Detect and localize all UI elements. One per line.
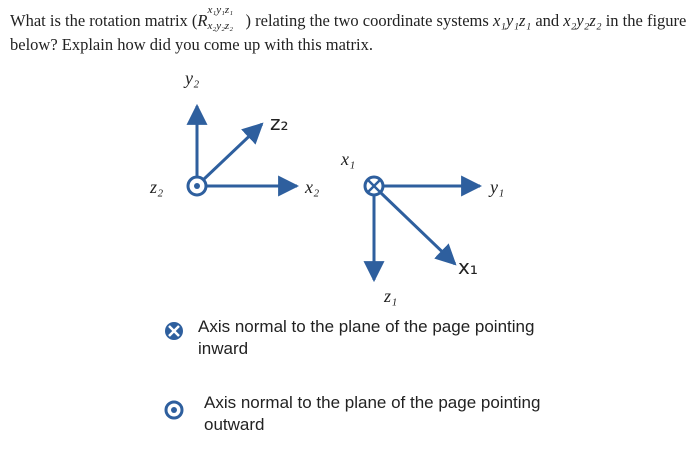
y2-label: y₂ — [185, 68, 200, 88]
question-part2: ) relating the two coordinate systems — [245, 11, 493, 30]
z2-diagonal-axis — [203, 124, 262, 180]
x1-top-label: x₁ — [341, 149, 356, 169]
rotation-superscript: x₁y₁z₁ — [207, 4, 234, 16]
x2-label: x₂ — [305, 177, 320, 197]
z1-label: z₁ — [384, 286, 398, 306]
legend-inward-icon — [165, 322, 183, 340]
system-2-name: x₂y₂z₂ — [563, 11, 602, 30]
question-part3: in the figure below? Explain how did you come up with this matrix. — [10, 11, 687, 54]
z2-diagonal-label: z₂ — [270, 111, 289, 135]
x1-diagonal-axis — [381, 193, 455, 264]
rotation-subscript: x₂y₂z₂ — [207, 20, 234, 32]
rotation-symbol: R — [197, 11, 208, 30]
legend-inward-text: Axis normal to the plane of the page pointing inward — [198, 317, 535, 358]
legend-outward-text: Axis normal to the plane of the page pointing outward — [204, 393, 541, 434]
x1-diagonal-label: x₁ — [458, 255, 478, 279]
system-1-name: x₁y₁z₁ — [492, 11, 532, 30]
y1-label: y₁ — [490, 177, 505, 197]
frame-2 — [149, 68, 319, 197]
frame-1 — [340, 149, 504, 306]
z2-label: z₂ — [150, 177, 164, 197]
question-part1: What is the rotation matrix ( — [10, 11, 198, 30]
z2-outward-dot — [194, 183, 200, 189]
question-and: and — [531, 11, 564, 30]
legend-outward-icon — [166, 402, 182, 418]
